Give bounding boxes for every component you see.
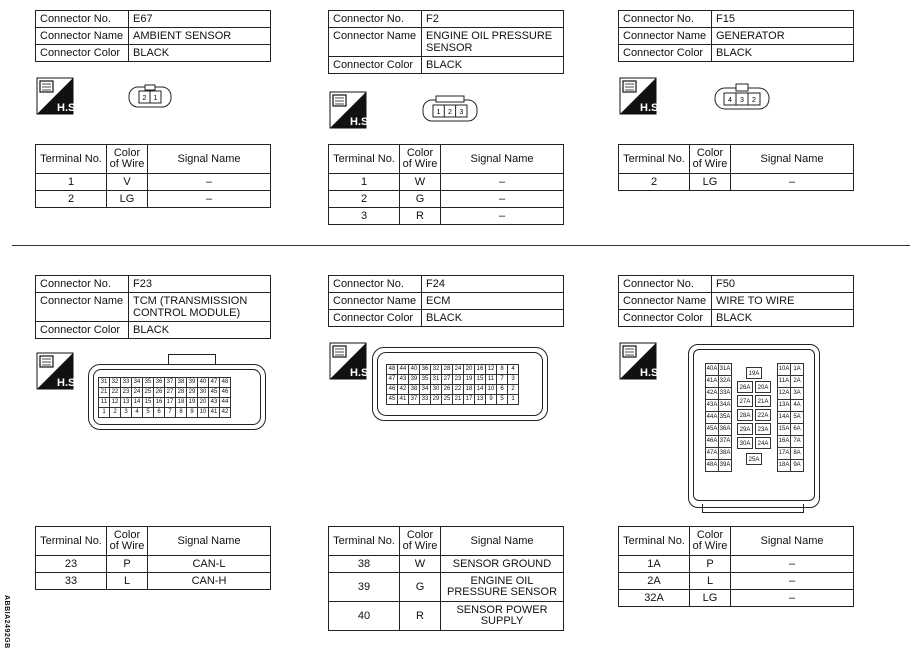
pin-cell: 31: [431, 375, 442, 385]
pin-cell: 43: [398, 375, 409, 385]
connector-color-value: BLACK: [712, 310, 854, 327]
connector-info-f15: [618, 10, 854, 62]
label-connector-color: Connector Color: [619, 310, 712, 327]
pin-cell: 46A: [706, 436, 719, 448]
pin-cell: 29A: [737, 423, 753, 435]
pin-cell: 13: [475, 395, 486, 405]
table-row: 38 W SENSOR GROUND: [329, 556, 564, 573]
pin-cell: 28: [442, 365, 453, 375]
pin-cell: 37A: [719, 436, 732, 448]
connector-face-f23: [88, 354, 266, 432]
pin-cell: 36: [154, 378, 165, 388]
connector-no-value: F23: [129, 276, 271, 293]
pin-cell: 46: [387, 385, 398, 395]
pin-cell: 10: [198, 408, 209, 418]
pin-cell: 3: [121, 408, 132, 418]
pin-cell: 44: [220, 398, 231, 408]
pin-cell: 17A: [778, 448, 791, 460]
figure-id: ABBIA2492GB: [3, 595, 10, 649]
header-terminal-no: Terminal No.: [619, 145, 690, 174]
table-row: 39 G ENGINE OIL PRESSURE SENSOR: [329, 573, 564, 602]
connector-name-value: TCM (TRANSMISSION CONTROL MODULE): [129, 293, 271, 322]
connector-name-value: ENGINE OIL PRESSURE SENSOR: [422, 28, 564, 57]
pin-cell: 47: [387, 375, 398, 385]
pin-cell: 4: [132, 408, 143, 418]
pin-cell: 14: [132, 398, 143, 408]
pin-cell: 18: [464, 385, 475, 395]
connector-no-value: E67: [129, 11, 271, 28]
header-terminal-no: Terminal No.: [36, 527, 107, 556]
connector-no-value: F15: [712, 11, 854, 28]
pin-cell: 45A: [706, 424, 719, 436]
pin-cell: 24: [132, 388, 143, 398]
pin-cell: 38A: [719, 448, 732, 460]
pin-cell: 15: [143, 398, 154, 408]
svg-text:H.S.: H.S.: [640, 102, 662, 114]
pin-cell: 26A: [737, 381, 753, 393]
pin-cell: 44: [398, 365, 409, 375]
pin-cell: 12: [486, 365, 497, 375]
svg-text:2: 2: [448, 109, 452, 116]
connector-no-value: F2: [422, 11, 564, 28]
pin-cell: 21: [453, 395, 464, 405]
label-connector-name: Connector Name: [36, 28, 129, 45]
connector-info-f2: [328, 10, 564, 74]
pin-grid: [386, 364, 519, 405]
pin-cell: 22: [110, 388, 121, 398]
pin-cell: 20: [464, 365, 475, 375]
pin-cell: 43A: [706, 400, 719, 412]
terminal-table-f23: [35, 526, 271, 590]
connector-info-f23: [35, 275, 271, 339]
table-row: 1 W –: [329, 174, 564, 191]
pin-cell: 30A: [737, 437, 753, 449]
header-color-of-wire: Color of Wire: [107, 527, 148, 556]
pin-cell: 8: [497, 365, 508, 375]
pin-cell: 42: [398, 385, 409, 395]
section-divider: [12, 245, 910, 246]
table-row: 1A P –: [619, 556, 854, 573]
pin-grid: [98, 377, 231, 418]
pin-cell: 36: [420, 365, 431, 375]
pin-cell: 41: [398, 395, 409, 405]
terminal-table-f2: [328, 144, 564, 225]
table-row: 2 G –: [329, 191, 564, 208]
pin-cell: 30: [198, 388, 209, 398]
connector-no-value: F50: [712, 276, 854, 293]
label-connector-no: Connector No.: [36, 11, 129, 28]
table-row: 3 R –: [329, 208, 564, 225]
label-connector-color: Connector Color: [329, 310, 422, 327]
pin-cell: 34: [132, 378, 143, 388]
pin-cell: 40: [409, 365, 420, 375]
pin-cell: 32: [110, 378, 121, 388]
svg-text:H.S.: H.S.: [350, 116, 372, 128]
pin-cell: 47: [209, 378, 220, 388]
table-row: 2 LG –: [36, 191, 271, 208]
svg-text:1: 1: [153, 95, 158, 102]
table-row: 23 P CAN-L: [36, 556, 271, 573]
pin-cell: 25: [442, 395, 453, 405]
pin-cell: 14A: [778, 412, 791, 424]
connector-name-value: GENERATOR: [712, 28, 854, 45]
harness-side-icon: [620, 78, 662, 114]
pin-cell: 20: [198, 398, 209, 408]
terminal-table-f50: [618, 526, 854, 607]
pin-cell: 6: [154, 408, 165, 418]
pin-cell: 28: [176, 388, 187, 398]
svg-text:1: 1: [436, 109, 441, 116]
pin-cell: 8: [176, 408, 187, 418]
pin-cell: 5: [143, 408, 154, 418]
pin-cell: 27A: [737, 395, 753, 407]
pin-cell: 18: [176, 398, 187, 408]
pin-cell: 11A: [778, 376, 791, 388]
pin-cell: 16: [154, 398, 165, 408]
pin-cell: 42: [220, 408, 231, 418]
pin-cell: 39: [409, 375, 420, 385]
pin-cell: 5: [497, 395, 508, 405]
pin-cell: 36A: [719, 424, 732, 436]
pin-cell: 13: [121, 398, 132, 408]
pin-cell: 41A: [706, 376, 719, 388]
connector-no-value: F24: [422, 276, 564, 293]
harness-side-icon: [330, 92, 372, 128]
connector-color-value: BLACK: [129, 322, 271, 339]
pin-cell: 37: [165, 378, 176, 388]
pin-cell: 6: [497, 385, 508, 395]
pin-cell: 4: [508, 365, 519, 375]
table-row: 2A L –: [619, 573, 854, 590]
pin-cell: 14: [475, 385, 486, 395]
pin-cell: 38: [409, 385, 420, 395]
terminal-table-f24: [328, 526, 564, 631]
label-connector-color: Connector Color: [36, 322, 129, 339]
label-connector-name: Connector Name: [619, 293, 712, 310]
connector-name-value: AMBIENT SENSOR: [129, 28, 271, 45]
label-connector-no: Connector No.: [619, 11, 712, 28]
pin-cell: 10A: [778, 364, 791, 376]
connector-info-f50: [618, 275, 854, 327]
pin-cell: 25A: [746, 453, 762, 465]
pin-cell: 40A: [706, 364, 719, 376]
pin-cell: 16A: [778, 436, 791, 448]
table-row: 40 R SENSOR POWER SUPPLY: [329, 602, 564, 631]
pin-cell: 2A: [791, 376, 804, 388]
svg-text:H.S.: H.S.: [57, 102, 79, 114]
table-row: 33 L CAN-H: [36, 573, 271, 590]
connector-face-f24: [372, 347, 548, 423]
table-row: 2 LG –: [619, 174, 854, 191]
header-color-of-wire: Color of Wire: [690, 145, 731, 174]
header-signal-name: Signal Name: [441, 145, 564, 174]
header-terminal-no: Terminal No.: [329, 145, 400, 174]
pin-cell: 20A: [755, 381, 771, 393]
svg-text:H.S.: H.S.: [350, 367, 372, 379]
label-connector-no: Connector No.: [36, 276, 129, 293]
pin-cell: 42A: [706, 388, 719, 400]
pin-cell: 2: [508, 385, 519, 395]
pin-grid-right: [777, 363, 804, 472]
pin-cell: 23: [453, 375, 464, 385]
pin-cell: 32: [431, 365, 442, 375]
pin-cell: 34A: [719, 400, 732, 412]
header-color-of-wire: Color of Wire: [107, 145, 148, 174]
header-signal-name: Signal Name: [441, 527, 564, 556]
svg-text:2: 2: [752, 97, 756, 104]
pin-cell: 23A: [755, 423, 771, 435]
harness-side-icon: [620, 343, 662, 379]
connector-face-e67: [128, 84, 172, 110]
pin-cell: 17: [165, 398, 176, 408]
pin-cell: 22A: [755, 409, 771, 421]
connector-name-value: WIRE TO WIRE: [712, 293, 854, 310]
pin-cell: 27: [165, 388, 176, 398]
pin-cell: 33A: [719, 388, 732, 400]
pin-cell: 48: [220, 378, 231, 388]
pin-cell: 25: [143, 388, 154, 398]
pin-cell: 1A: [791, 364, 804, 376]
header-color-of-wire: Color of Wire: [400, 145, 441, 174]
pin-cell: 41: [209, 408, 220, 418]
pin-cell: 19: [187, 398, 198, 408]
pin-cell: 2: [110, 408, 121, 418]
pin-cell: 11: [486, 375, 497, 385]
pin-cell: 5A: [791, 412, 804, 424]
pin-cell: 7: [165, 408, 176, 418]
connector-face-f50: [688, 344, 820, 514]
pin-cell: 26: [154, 388, 165, 398]
pin-cell: 39A: [719, 460, 732, 472]
pin-cell: 6A: [791, 424, 804, 436]
connector-color-value: BLACK: [129, 45, 271, 62]
svg-text:2: 2: [142, 95, 147, 102]
connector-info-e67: [35, 10, 271, 62]
pin-cell: 47A: [706, 448, 719, 460]
pin-cell: 13A: [778, 400, 791, 412]
pin-cell: 1: [99, 408, 110, 418]
pin-cell: 15A: [778, 424, 791, 436]
header-color-of-wire: Color of Wire: [400, 527, 441, 556]
header-signal-name: Signal Name: [148, 145, 271, 174]
pin-cell: 28A: [737, 409, 753, 421]
label-connector-color: Connector Color: [329, 57, 422, 74]
pin-cell: 35: [420, 375, 431, 385]
pin-cell: 1: [508, 395, 519, 405]
pin-cell: 4A: [791, 400, 804, 412]
svg-text:3: 3: [740, 97, 744, 104]
pin-cell: 19: [464, 375, 475, 385]
terminal-table-f15: [618, 144, 854, 191]
pin-cell: 12: [110, 398, 121, 408]
header-color-of-wire: Color of Wire: [690, 527, 731, 556]
label-connector-no: Connector No.: [619, 276, 712, 293]
pin-cell: 43: [209, 398, 220, 408]
pin-cell: 8A: [791, 448, 804, 460]
pin-cell: 46: [220, 388, 231, 398]
pin-cell: 24A: [755, 437, 771, 449]
pin-cell: 48A: [706, 460, 719, 472]
pin-cell: 31A: [719, 364, 732, 376]
connector-face-f2: [422, 95, 478, 123]
connector-info-f24: [328, 275, 564, 327]
pin-cell: 15: [475, 375, 486, 385]
pin-cell: 39: [187, 378, 198, 388]
harness-side-icon: [330, 343, 372, 379]
label-connector-name: Connector Name: [329, 28, 422, 57]
pin-cell: 29: [187, 388, 198, 398]
pin-cell: 19A: [746, 367, 762, 379]
connector-color-value: BLACK: [422, 310, 564, 327]
pin-cell: 31: [99, 378, 110, 388]
pin-cell: 23: [121, 388, 132, 398]
pin-grid-left: [705, 363, 732, 472]
harness-side-icon: [37, 353, 79, 389]
pin-cell: 48: [387, 365, 398, 375]
pin-cell: 30: [431, 385, 442, 395]
pin-cell: 33: [420, 395, 431, 405]
pin-cell: 35: [143, 378, 154, 388]
svg-text:H.S.: H.S.: [640, 367, 662, 379]
svg-text:H.S.: H.S.: [57, 377, 79, 389]
pin-cell: 32A: [719, 376, 732, 388]
pin-cell: 34: [420, 385, 431, 395]
label-connector-no: Connector No.: [329, 11, 422, 28]
header-signal-name: Signal Name: [731, 527, 854, 556]
pin-cell: 45: [387, 395, 398, 405]
pin-cell: 10: [486, 385, 497, 395]
pin-cell: 45: [209, 388, 220, 398]
pin-cell: 21A: [755, 395, 771, 407]
pin-cell: 40: [198, 378, 209, 388]
label-connector-color: Connector Color: [36, 45, 129, 62]
terminal-table-e67: [35, 144, 271, 208]
pin-cell: 26: [442, 385, 453, 395]
pin-cell: 29: [431, 395, 442, 405]
pin-cell: 7A: [791, 436, 804, 448]
pin-cell: 21: [99, 388, 110, 398]
pin-cell: 17: [464, 395, 475, 405]
label-connector-name: Connector Name: [329, 293, 422, 310]
pin-cell: 38: [176, 378, 187, 388]
connector-color-value: BLACK: [712, 45, 854, 62]
header-terminal-no: Terminal No.: [619, 527, 690, 556]
pin-cell: 37: [409, 395, 420, 405]
pin-cell: 18A: [778, 460, 791, 472]
table-row: 32A LG –: [619, 590, 854, 607]
connector-face-f15: [714, 83, 770, 111]
table-row: 1 V –: [36, 174, 271, 191]
pin-cell: 33: [121, 378, 132, 388]
label-connector-name: Connector Name: [36, 293, 129, 322]
pin-cell: 44A: [706, 412, 719, 424]
pin-cell: 3: [508, 375, 519, 385]
label-connector-name: Connector Name: [619, 28, 712, 45]
svg-text:3: 3: [459, 109, 464, 116]
pin-cell: 22: [453, 385, 464, 395]
pin-cell: 27: [442, 375, 453, 385]
pin-cell: 9A: [791, 460, 804, 472]
connector-color-value: BLACK: [422, 57, 564, 74]
pin-cell: 9: [486, 395, 497, 405]
pin-cell: 7: [497, 375, 508, 385]
svg-text:4: 4: [728, 97, 732, 104]
connector-name-value: ECM: [422, 293, 564, 310]
pin-cell: 35A: [719, 412, 732, 424]
header-signal-name: Signal Name: [731, 145, 854, 174]
pin-cell: 9: [187, 408, 198, 418]
header-terminal-no: Terminal No.: [329, 527, 400, 556]
pin-cell: 12A: [778, 388, 791, 400]
label-connector-no: Connector No.: [329, 276, 422, 293]
pin-cell: 3A: [791, 388, 804, 400]
pin-grid-middle: [737, 367, 773, 485]
pin-cell: 16: [475, 365, 486, 375]
header-signal-name: Signal Name: [148, 527, 271, 556]
harness-side-icon: [37, 78, 79, 114]
label-connector-color: Connector Color: [619, 45, 712, 62]
pin-cell: 11: [99, 398, 110, 408]
pin-cell: 24: [453, 365, 464, 375]
header-terminal-no: Terminal No.: [36, 145, 107, 174]
